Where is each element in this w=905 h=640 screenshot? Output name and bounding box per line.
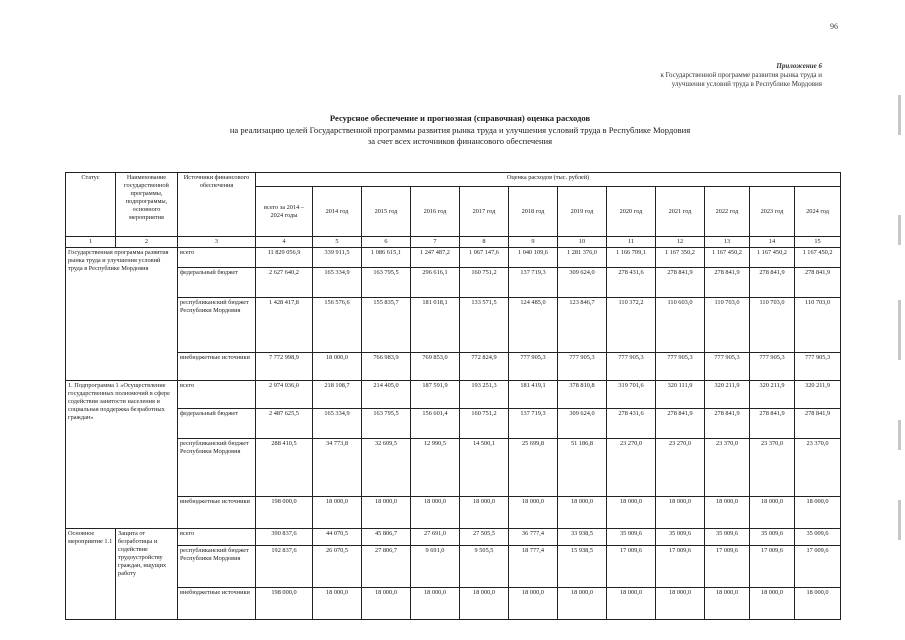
column-number: 12 (656, 237, 705, 248)
document-title (80, 113, 840, 148)
row-status: 1. Подпрограмма 1 «Осуществление государственных полномочий в сфере содействия занятости населения и социальная поддержка безработных граждан» (66, 381, 178, 529)
appendix-label: Приложение 6 (776, 62, 822, 70)
column-number: 4 (256, 237, 313, 248)
row-value: 17 009,6 (795, 546, 841, 588)
row-source: федеральный бюджет (178, 409, 256, 439)
row-value: 44 070,5 (313, 529, 362, 546)
row-value: 163 795,5 (362, 409, 411, 439)
row-value: 18 000,0 (705, 588, 750, 620)
header-year: 2024 год (795, 187, 841, 237)
row-value: 18 000,0 (750, 497, 795, 529)
header-year: 2022 год (705, 187, 750, 237)
row-value: 163 795,5 (362, 268, 411, 298)
row-value: 18 000,0 (313, 353, 362, 381)
row-value: 45 806,7 (362, 529, 411, 546)
row-value: 777 905,3 (705, 353, 750, 381)
row-source: федеральный бюджет (178, 268, 256, 298)
row-value: 278 841,9 (656, 268, 705, 298)
column-number: 9 (509, 237, 558, 248)
row-value: 766 983,9 (362, 353, 411, 381)
row-value: 193 251,3 (460, 381, 509, 409)
row-value: 1 167 450,2 (705, 248, 750, 268)
row-value: 2 487 625,5 (256, 409, 313, 439)
row-value: 320 211,9 (795, 381, 841, 409)
row-value: 155 835,7 (362, 298, 411, 353)
row-value: 14 500,1 (460, 439, 509, 497)
row-value: 18 000,0 (362, 497, 411, 529)
row-value: 51 186,8 (558, 439, 607, 497)
row-value: 160 751,2 (460, 268, 509, 298)
row-value: 296 616,1 (411, 268, 460, 298)
row-value: 9 505,5 (460, 546, 509, 588)
appendix-note (560, 62, 822, 89)
row-value: 35 009,6 (705, 529, 750, 546)
row-value: 1 086 615,1 (362, 248, 411, 268)
row-value: 278 841,9 (795, 409, 841, 439)
row-value: 17 009,6 (750, 546, 795, 588)
column-number: 11 (607, 237, 656, 248)
column-number: 14 (750, 237, 795, 248)
column-number: 15 (795, 237, 841, 248)
header-year: 2018 год (509, 187, 558, 237)
row-source: республиканский бюджет Республики Мордовия (178, 546, 256, 588)
row-value: 156 601,4 (411, 409, 460, 439)
header-total: всего за 2014 – 2024 годы (256, 187, 313, 237)
row-value: 18 000,0 (362, 588, 411, 620)
row-value: 23 270,0 (607, 439, 656, 497)
row-value: 27 806,7 (362, 546, 411, 588)
row-value: 18 000,0 (509, 497, 558, 529)
row-value: 17 009,6 (705, 546, 750, 588)
row-value: 23 370,0 (795, 439, 841, 497)
table-row (66, 381, 841, 409)
row-value: 18 000,0 (656, 588, 705, 620)
row-value: 777 905,3 (656, 353, 705, 381)
appendix-line-3: улучшения условий труда в Республике Мордовия (671, 80, 822, 88)
row-value: 110 703,0 (795, 298, 841, 353)
column-number: 7 (411, 237, 460, 248)
row-value: 123 846,7 (558, 298, 607, 353)
page-number: 96 (830, 22, 838, 31)
row-value: 18 000,0 (795, 497, 841, 529)
row-value: 110 703,0 (705, 298, 750, 353)
row-value: 25 699,8 (509, 439, 558, 497)
row-name: Защита от безработицы и содействие трудоустройству граждан, ищущих работу (116, 529, 178, 620)
header-year: 2016 год (411, 187, 460, 237)
row-value: 187 591,9 (411, 381, 460, 409)
row-value: 124 485,0 (509, 298, 558, 353)
row-value: 12 990,5 (411, 439, 460, 497)
row-value: 15 938,5 (558, 546, 607, 588)
row-value: 36 777,4 (509, 529, 558, 546)
row-value: 278 841,9 (750, 268, 795, 298)
header-year: 2021 год (656, 187, 705, 237)
row-value: 156 576,6 (313, 298, 362, 353)
row-value: 777 905,3 (607, 353, 656, 381)
row-value: 777 905,3 (558, 353, 607, 381)
header-sources: Источники финансового обеспечения (178, 173, 256, 237)
row-value: 17 009,6 (607, 546, 656, 588)
table-row (66, 588, 841, 620)
row-value: 2 974 036,0 (256, 381, 313, 409)
header-year: 2023 год (750, 187, 795, 237)
row-value: 18 000,0 (750, 588, 795, 620)
row-value: 1 167 350,2 (656, 248, 705, 268)
row-value: 2 627 640,2 (256, 268, 313, 298)
row-value: 18 000,0 (607, 497, 656, 529)
header-year: 2017 год (460, 187, 509, 237)
row-value: 23 370,0 (750, 439, 795, 497)
row-value: 23 270,0 (656, 439, 705, 497)
header-year: 2019 год (558, 187, 607, 237)
column-number: 5 (313, 237, 362, 248)
row-source: республиканский бюджет Республики Мордовия (178, 298, 256, 353)
row-source: внебюджетные источники (178, 497, 256, 529)
row-value: 7 772 998,9 (256, 353, 313, 381)
row-value: 35 009,6 (607, 529, 656, 546)
row-source: всего (178, 529, 256, 546)
row-value: 18 000,0 (795, 588, 841, 620)
row-value: 278 841,9 (795, 268, 841, 298)
row-value: 110 372,2 (607, 298, 656, 353)
row-value: 278 841,9 (705, 409, 750, 439)
row-value: 18 000,0 (313, 497, 362, 529)
row-source: внебюджетные источники (178, 588, 256, 620)
row-value: 777 905,3 (750, 353, 795, 381)
row-value: 1 167 450,2 (750, 248, 795, 268)
header-year: 2015 год (362, 187, 411, 237)
table-row (66, 248, 841, 268)
row-source: внебюджетные источники (178, 353, 256, 381)
row-value: 110 603,0 (656, 298, 705, 353)
row-value: 214 405,0 (362, 381, 411, 409)
table-row (66, 268, 841, 298)
row-source: всего (178, 381, 256, 409)
row-value: 18 000,0 (607, 588, 656, 620)
row-source: всего (178, 248, 256, 268)
table-row (66, 439, 841, 497)
column-number: 3 (178, 237, 256, 248)
column-numbers-row (66, 237, 841, 248)
row-value: 278 841,9 (656, 409, 705, 439)
row-value: 288 410,5 (256, 439, 313, 497)
row-value: 165 334,9 (313, 409, 362, 439)
row-source: республиканский бюджет Республики Мордовия (178, 439, 256, 497)
row-value: 1 040 109,6 (509, 248, 558, 268)
row-value: 278 431,6 (607, 409, 656, 439)
appendix-line-2: к Государственной программе развития рынка труда и (660, 71, 822, 79)
column-number: 10 (558, 237, 607, 248)
row-value: 26 070,5 (313, 546, 362, 588)
row-value: 1 247 487,2 (411, 248, 460, 268)
row-value: 1 067 147,6 (460, 248, 509, 268)
column-number: 6 (362, 237, 411, 248)
row-value: 27 505,5 (460, 529, 509, 546)
row-value: 110 703,0 (750, 298, 795, 353)
row-status: Государственная программа развития рынка труда и улучшения условий труда в Республике Мордовия (66, 248, 178, 381)
row-value: 18 000,0 (558, 497, 607, 529)
title-line-3: за счет всех источников финансового обеспечения (367, 136, 553, 146)
row-value: 18 000,0 (313, 588, 362, 620)
row-value: 34 773,8 (313, 439, 362, 497)
row-value: 160 751,2 (460, 409, 509, 439)
table-row (66, 353, 841, 381)
row-value: 192 837,6 (256, 546, 313, 588)
row-value: 18 000,0 (558, 588, 607, 620)
column-number: 2 (116, 237, 178, 248)
column-number: 1 (66, 237, 116, 248)
row-value: 35 009,6 (656, 529, 705, 546)
row-value: 772 824,9 (460, 353, 509, 381)
row-value: 777 905,3 (795, 353, 841, 381)
row-status: Основное мероприятие 1.1 (66, 529, 116, 620)
row-value: 390 837,6 (256, 529, 313, 546)
row-value: 18 000,0 (705, 497, 750, 529)
row-value: 278 841,9 (705, 268, 750, 298)
row-value: 35 009,6 (795, 529, 841, 546)
header-status: Статус (66, 173, 116, 237)
row-value: 18 000,0 (411, 497, 460, 529)
row-value: 1 166 709,1 (607, 248, 656, 268)
row-value: 319 701,6 (607, 381, 656, 409)
row-value: 378 810,8 (558, 381, 607, 409)
row-value: 1 428 417,8 (256, 298, 313, 353)
row-value: 17 009,6 (656, 546, 705, 588)
row-value: 18 000,0 (509, 588, 558, 620)
row-value: 181 419,1 (509, 381, 558, 409)
row-value: 137 719,3 (509, 409, 558, 439)
row-value: 137 719,3 (509, 268, 558, 298)
row-value: 23 370,0 (705, 439, 750, 497)
row-value: 309 624,0 (558, 268, 607, 298)
row-value: 198 000,0 (256, 588, 313, 620)
row-value: 320 211,9 (750, 381, 795, 409)
row-value: 18 000,0 (460, 588, 509, 620)
row-value: 18 000,0 (460, 497, 509, 529)
table-row (66, 546, 841, 588)
title-line-2: на реализацию целей Государственной программы развития рынка труда и улучшения условий труда в Республике Мордовия (229, 124, 691, 135)
row-value: 278 431,6 (607, 268, 656, 298)
row-value: 320 111,9 (656, 381, 705, 409)
table-row (66, 497, 841, 529)
row-value: 11 829 056,9 (256, 248, 313, 268)
budget-table (65, 172, 841, 620)
row-value: 278 841,9 (750, 409, 795, 439)
row-value: 777 905,3 (509, 353, 558, 381)
title-line-1: Ресурсное обеспечение и прогнозная (справочная) оценка расходов (329, 113, 591, 123)
row-value: 32 609,5 (362, 439, 411, 497)
header-year: 2020 год (607, 187, 656, 237)
row-value: 18 000,0 (411, 588, 460, 620)
table-row (66, 529, 841, 546)
row-value: 218 108,7 (313, 381, 362, 409)
row-value: 339 911,5 (313, 248, 362, 268)
row-value: 18 777,4 (509, 546, 558, 588)
header-name: Наименование государственной программы, подпрограммы, основного мероприятия (116, 173, 178, 237)
header-year: 2014 год (313, 187, 362, 237)
row-value: 27 691,0 (411, 529, 460, 546)
row-value: 769 853,0 (411, 353, 460, 381)
row-value: 18 000,0 (656, 497, 705, 529)
table-row (66, 409, 841, 439)
header-estimate: Оценка расходов (тыс. рублей) (256, 173, 841, 187)
row-value: 165 334,9 (313, 268, 362, 298)
row-value: 33 938,5 (558, 529, 607, 546)
row-value: 320 211,9 (705, 381, 750, 409)
row-value: 35 009,6 (750, 529, 795, 546)
row-value: 9 691,0 (411, 546, 460, 588)
row-value: 198 000,0 (256, 497, 313, 529)
row-value: 181 018,1 (411, 298, 460, 353)
column-number: 8 (460, 237, 509, 248)
row-value: 1 281 376,0 (558, 248, 607, 268)
table-row (66, 298, 841, 353)
row-value: 1 167 450,2 (795, 248, 841, 268)
column-number: 13 (705, 237, 750, 248)
row-value: 133 571,5 (460, 298, 509, 353)
row-value: 309 624,0 (558, 409, 607, 439)
